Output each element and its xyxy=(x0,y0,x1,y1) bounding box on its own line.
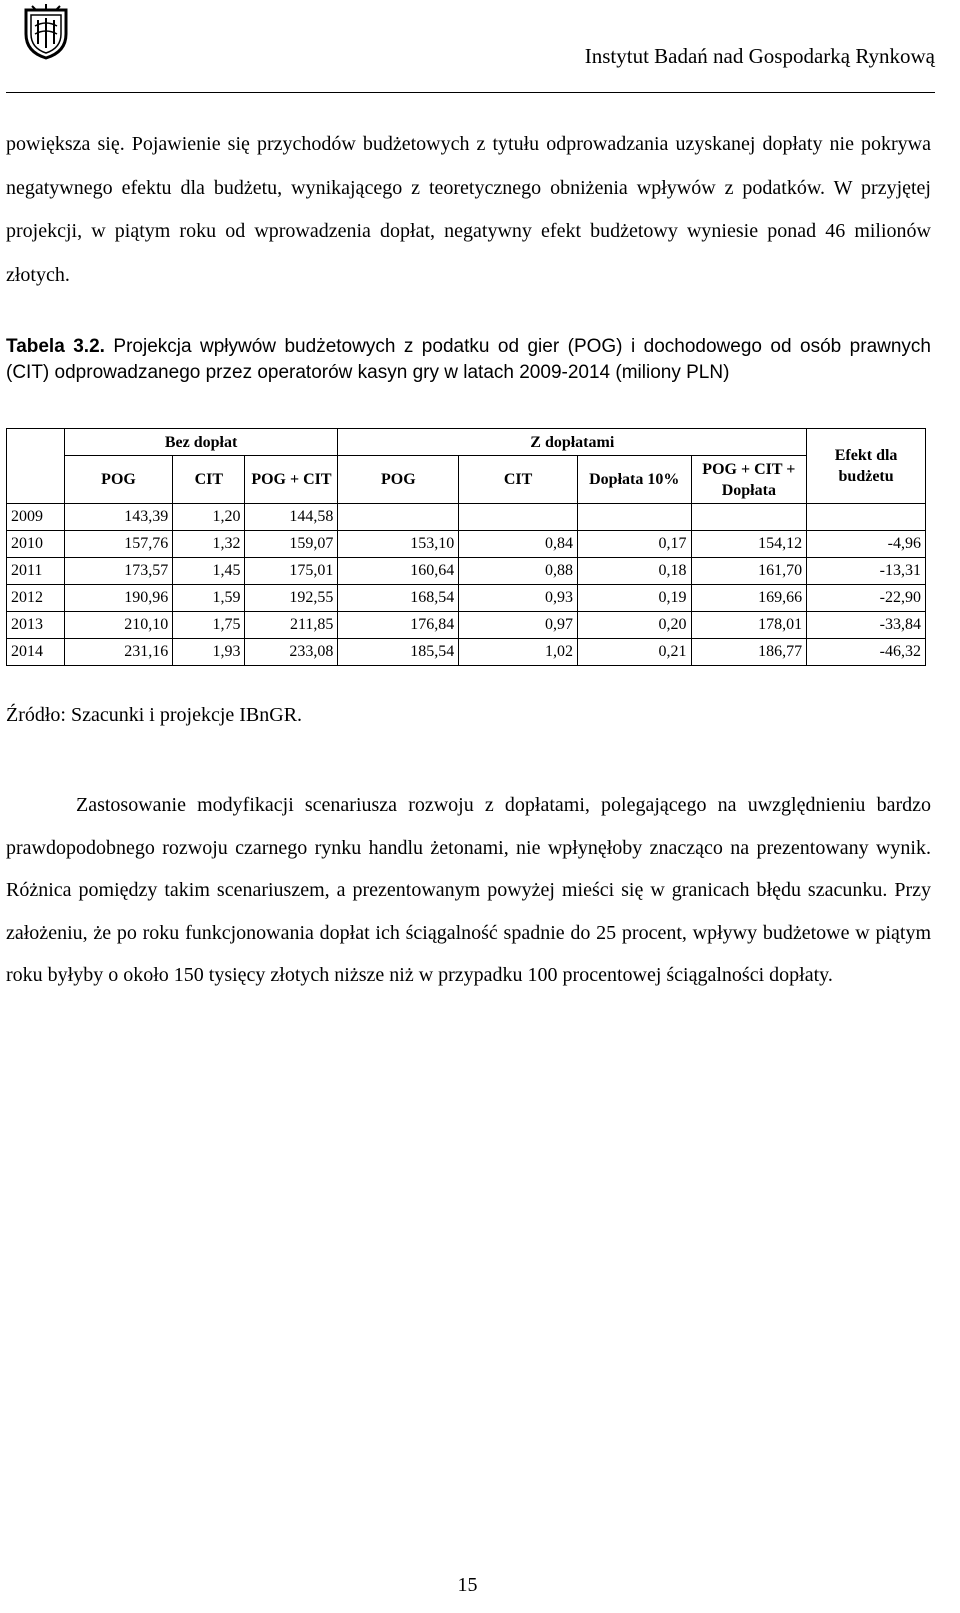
table-cell: 0,17 xyxy=(577,531,691,558)
table-cell: 231,16 xyxy=(64,639,172,666)
table-cell-year: 2014 xyxy=(7,639,65,666)
table-cell: 190,96 xyxy=(64,585,172,612)
group-header-z-doplatami: Z dopłatami xyxy=(338,429,807,456)
table-row xyxy=(7,504,926,531)
header-pog-cit-doplata: POG + CIT + Dopłata xyxy=(691,456,807,504)
table-cell xyxy=(577,504,691,531)
table-cell: 160,64 xyxy=(338,558,459,585)
table-source: Źródło: Szacunki i projekcje IBnGR. xyxy=(6,704,303,726)
table-cell: -46,32 xyxy=(807,639,926,666)
table-cell-year: 2009 xyxy=(7,504,65,531)
table-cell: -4,96 xyxy=(807,531,926,558)
table-cell: 210,10 xyxy=(64,612,172,639)
table-cell: 0,88 xyxy=(459,558,578,585)
table-cell: 168,54 xyxy=(338,585,459,612)
header-efekt: Efekt dla budżetu xyxy=(807,429,926,504)
header-pog: POG xyxy=(64,456,172,504)
table-cell: 233,08 xyxy=(245,639,338,666)
table-cell: -13,31 xyxy=(807,558,926,585)
header-cit: CIT xyxy=(173,456,245,504)
table-cell: 1,32 xyxy=(173,531,245,558)
table-row xyxy=(7,585,926,612)
table-cell: 1,20 xyxy=(173,504,245,531)
table-cell: 144,58 xyxy=(245,504,338,531)
table-cell: 153,10 xyxy=(338,531,459,558)
table-cell: 143,39 xyxy=(64,504,172,531)
table-cell-year: 2013 xyxy=(7,612,65,639)
page-number: 15 xyxy=(457,1574,478,1596)
header-doplata: Dopłata 10% xyxy=(577,456,691,504)
table-cell: 161,70 xyxy=(691,558,807,585)
table-cell: 1,02 xyxy=(459,639,578,666)
table-cell: 0,97 xyxy=(459,612,578,639)
institute-crest-logo xyxy=(22,4,70,60)
table-cell-year: 2010 xyxy=(7,531,65,558)
table-row xyxy=(7,639,926,666)
table-cell: 1,59 xyxy=(173,585,245,612)
header-pog-cit: POG + CIT xyxy=(245,456,338,504)
table-cell: 0,18 xyxy=(577,558,691,585)
table-cell-year: 2012 xyxy=(7,585,65,612)
table-caption-label: Tabela 3.2. xyxy=(6,336,105,357)
table-cell xyxy=(459,504,578,531)
table-cell: 0,21 xyxy=(577,639,691,666)
header-divider xyxy=(6,92,935,93)
table-caption-text: Projekcja wpływów budżetowych z podatku od gier (POG) i dochodowego od osób prawnych (CIT) odprowadzanego przez operatorów kasyn gry w latach 2009-2014 (miliony PLN) xyxy=(6,336,931,383)
header-cit-z: CIT xyxy=(459,456,578,504)
projection-table xyxy=(6,428,926,666)
table-cell: 192,55 xyxy=(245,585,338,612)
institute-name: Instytut Badań nad Gospodarką Rynkową xyxy=(584,44,935,68)
table-cell: 211,85 xyxy=(245,612,338,639)
year-header xyxy=(7,429,65,504)
table-cell xyxy=(807,504,926,531)
table-cell: 1,75 xyxy=(173,612,245,639)
table-cell: 169,66 xyxy=(691,585,807,612)
table-cell-year: 2011 xyxy=(7,558,65,585)
table-cell xyxy=(338,504,459,531)
table-cell: 1,45 xyxy=(173,558,245,585)
table-caption xyxy=(6,334,931,386)
table-body xyxy=(7,504,926,666)
table-row xyxy=(7,558,926,585)
table-row xyxy=(7,612,926,639)
table-cell: 185,54 xyxy=(338,639,459,666)
table-cell: 0,20 xyxy=(577,612,691,639)
body-paragraph: Zastosowanie modyfikacji scenariusza rozwoju z dopłatami, polegającego na uwzględnieniu bardzo prawdopodobnego rozwoju czarnego rynku handlu żetonami, nie wpłynęłoby znacząco na prezentowany wynik. Różnica pomiędzy takim scenariuszem, a prezentowanym powyżej mieści się w granicach błędu szacunku. Przy założeniu, że po roku funkcjonowania dopłat ich ściągalność spadnie do 25 procent, wpływy budżetowe w piątym roku byłyby o około 150 tysięcy złotych niższe niż w przypadku 100 procentowej ściągalności dopłaty. xyxy=(6,794,931,986)
table-cell: 159,07 xyxy=(245,531,338,558)
table-cell: 178,01 xyxy=(691,612,807,639)
table-cell: 176,84 xyxy=(338,612,459,639)
table-row xyxy=(7,531,926,558)
table-cell: 0,84 xyxy=(459,531,578,558)
header-pog-z: POG xyxy=(338,456,459,504)
table-cell: 157,76 xyxy=(64,531,172,558)
table-cell: 154,12 xyxy=(691,531,807,558)
table-cell: -22,90 xyxy=(807,585,926,612)
table-cell: -33,84 xyxy=(807,612,926,639)
table-cell: 173,57 xyxy=(64,558,172,585)
intro-paragraph: powiększa się. Pojawienie się przychodów budżetowych z tytułu odprowadzania uzyskanej dopłaty nie pokrywa negatywnego efektu dla budżetu, wynikającego z teoretycznego obniżenia wpływów z podatków. W przyjętej projekcji, w piątym roku od wprowadzenia dopłat, negatywny efekt budżetowy wyniesie ponad 46 milionów złotych. xyxy=(6,133,931,286)
table-cell: 0,19 xyxy=(577,585,691,612)
table-cell: 1,93 xyxy=(173,639,245,666)
group-header-bez-doplat: Bez dopłat xyxy=(64,429,338,456)
table-cell xyxy=(691,504,807,531)
table-cell: 0,93 xyxy=(459,585,578,612)
table-cell: 175,01 xyxy=(245,558,338,585)
table-cell: 186,77 xyxy=(691,639,807,666)
